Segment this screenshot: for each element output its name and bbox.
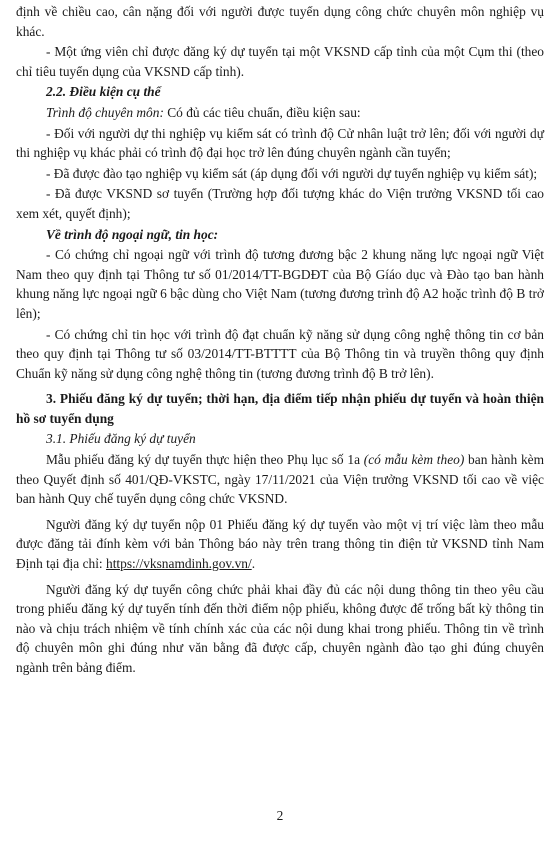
paragraph-degree-requirement: - Đối với người dự thi nghiệp vụ kiểm sát có trình độ Cử nhân luật trở lên; đối với người dự thi nghiệp vụ khác phải có trình độ đại học trở lên đúng chuyên ngành cần tuyển; [16,125,544,161]
heading-3-1: 3.1. Phiếu đăng ký dự tuyển [46,431,196,447]
page-number: 2 [276,808,284,823]
heading-3: 3. Phiếu đăng ký dự tuyển; thời hạn, địa điểm tiếp nhận phiếu dự tuyển và hoàn thiện hồ sơ tuyển dụng [16,391,544,426]
paragraph-continuation: định về chiều cao, cân nặng đối với người được tuyển dụng công chức chuyên môn nghiệp vụ khác. [16,4,544,39]
text-form-attached: (có mẫu kèm theo) [363,452,465,468]
paragraph-preliminary-selection: - Đã được VKSND sơ tuyển (Trường hợp đối tượng khác do Viện trưởng VKSND tối cao xem xét, quyết định); [16,186,544,221]
paragraph-submission [16,515,544,574]
text-form-template: Mẫu phiếu đăng ký dự tuyển thực hiện theo Phụ lục số 1a [46,452,364,468]
heading-2-2: 2.2. Điều kiện cụ thể [46,84,161,100]
heading-language-it: Về trình độ ngoại ngữ, tin học: [46,226,219,242]
paragraph-language-certificate: - Có chứng chỉ ngoại ngữ với trình độ tương đương bậc 2 khung năng lực ngoại ngữ Việt Nam theo quy định tại Thông tư số 01/2014/TT-BGDĐT của Bộ Gíáo dục và Đào tạo ban hành khung năng lực ngoại ngữ 6 bậc dùng cho Việt Nam (tương đương trình độ A2 hoặc trình độ B trở lên); [16,247,544,321]
paragraph-form-template [16,450,544,509]
label-professional-level: Trình độ chuyên môn: [46,104,164,120]
paragraph-one-candidate-rule: - Một ứng viên chỉ được đăng ký dự tuyển tại một VKSND cấp tỉnh của một Cụm thi (theo chỉ tiêu tuyển dụng của VKSND cấp tỉnh). [16,44,544,79]
text-submission-end: . [251,556,256,572]
website-link[interactable]: https://vksnamdinh.gov.vn/ [106,556,252,572]
text-professional-level: Có đủ các tiêu chuẩn, điều kiện sau: [163,104,361,120]
paragraph-training-requirement: - Đã được đào tạo nghiệp vụ kiểm sát (áp dụng đối với người dự tuyển nghiệp vụ kiểm sát); [46,165,538,181]
text-form-decision: ban hành kèm theo Quyết định số 401/QĐ-VKSTC, ngày 17/11/2021 của Viện trưởng VKSND tối cao về việc ban hành Quy chế tuyển dụng công chức VKSND. [16,452,544,507]
paragraph-it-certificate: - Có chứng chỉ tin học với trình độ đạt chuẩn kỹ năng sử dụng công nghệ thông tin cơ bản theo quy định tại Thông tư số 03/2014/TT-BTTTT của Bộ Thông tin và truyền thông quy định Chuẩn kỹ năng sử dụng công nghệ thông tin (tương đương trình độ B trở lên). [16,326,544,381]
paragraph-professional-level [16,103,544,123]
text-submission: Người đăng ký dự tuyển nộp 01 Phiếu đăng ký dự tuyển vào một vị trí việc làm theo mẫu được đăng tải đính kèm với bản Thông báo này trên trang thông tin điện tử VKSND tỉnh Nam Định tại địa chỉ: [16,516,544,572]
paragraph-declaration: Người đăng ký dự tuyển công chức phải khai đầy đủ các nội dung thông tin theo yêu cầu trong phiếu đăng ký dự tuyển tính đến thời điểm nộp phiếu, không được để trống bất kỳ thông tin nào và chịu trách nhiệm về tính chính xác của các nội dung khai trong phiếu. Thông tin về trình độ chuyên môn ghi đúng như văn bằng đã được cấp, chuyên ngành đào tạo ghi đúng chuyên ngành trên bảng điểm. [16,581,544,675]
